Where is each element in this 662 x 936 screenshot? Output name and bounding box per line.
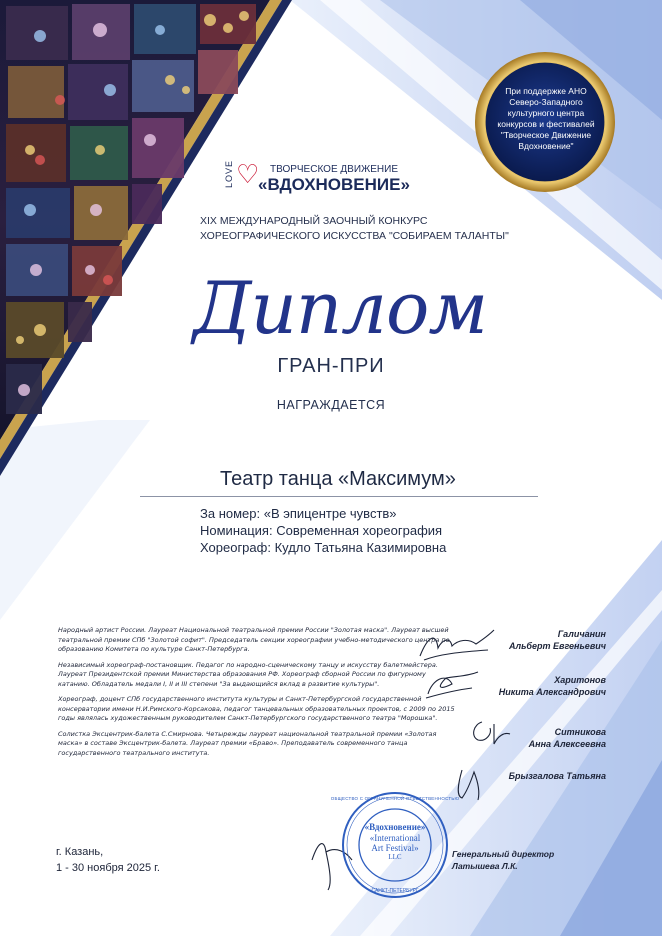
logo-line2: «ВДОХНОВЕНИЕ» <box>258 175 410 194</box>
jury-signature-2 <box>480 674 606 698</box>
stamp-line2: «International <box>369 833 421 843</box>
jury-surname: Харитонов <box>554 675 606 685</box>
logo-line1: ТВОРЧЕСКОЕ ДВИЖЕНИЕ <box>270 164 399 175</box>
jury-bio-4: Солистка Эксцентрик-балета С.Смирнова. Четырежды лауреат национальной театральной премии «Золотая маска» в составе Эксцентрик-балета. Лауреат премии «Браво». Преподаватель современного танца государственного театрального института. <box>58 729 437 757</box>
awarded-label: НАГРАЖДАЕТСЯ <box>276 398 386 412</box>
jury-surname: Брызгалова Татьяна <box>508 771 606 781</box>
jury-signature-1 <box>490 628 606 652</box>
director-name: Латышева Л.К. <box>452 861 518 871</box>
jury-bios <box>58 626 458 758</box>
contest-line1: XIX МЕЖДУНАРОДНЫЙ ЗАОЧНЫЙ КОНКУРС <box>200 215 428 227</box>
jury-bio-2: Независимый хореограф-постановщик. Педагог по народно-сценическому танцу и искусству балетмейстера. Лауреат Президентской премии Министерства образования РФ. Хореограф сборной России по фигурному катанию. Обладатель медали I, II и III степени "За выдающийся вклад в развитие культуры". <box>58 660 438 688</box>
stamp-line3: Art Festival» <box>371 843 419 853</box>
place-and-date <box>56 844 216 876</box>
director-title: Генеральный директор <box>452 849 555 859</box>
stamp-bottom-text: САНКТ-ПЕТЕРБУРГ <box>371 888 419 894</box>
heart-icon: ♡ <box>236 159 260 189</box>
recipient-underline <box>140 496 538 497</box>
jury-bio-1: Народный артист России. Лауреат Национальной театральной премии России "Золотая маска". Лауреат высшей театральной премии СПб "Золотой софит". Председатель секции хореографии учебно-методического центра по образованию Комитета по культуре Санкт-Петербурга. <box>58 626 450 653</box>
jury-given-name: Анна Алексеевна <box>528 739 606 749</box>
stamp-text <box>355 822 435 862</box>
seal-text: При поддержке АНО Северо-Западного культурного центра конкурсов и фестивалей "Творческое Движение Вдохновение" <box>497 86 595 151</box>
award-grand-prix: ГРАН-ПРИ <box>277 355 385 377</box>
contest-line2: ХОРЕОГРАФИЧЕСКОГО ИСКУССТВА "СОБИРАЕМ ТАЛАНТЫ" <box>200 230 509 242</box>
dates: 1 - 30 ноября 2025 г. <box>56 862 160 874</box>
jury-given-name: Никита Александрович <box>498 687 606 697</box>
nomination: Номинация: Современная хореография <box>200 523 443 538</box>
jury-surname: Ситникова <box>554 727 606 737</box>
recipient-name: Театр танца «Максимум» <box>220 468 456 490</box>
stamp-line4: LLC <box>388 853 402 861</box>
jury-signature-4 <box>480 770 606 782</box>
performance-number: За номер: «В эпицентре чувств» <box>200 506 397 521</box>
stamp-line1: «Вдохновение» <box>364 822 426 832</box>
organizer-logo <box>224 160 424 194</box>
jury-bio-3: Хореограф, доцент СПб государственного института культуры и Санкт-Петербургской государственной консерватории имени Н.И.Римского-Корсакова, педагог танцевальных образовательных проектов, с 2009 по 2015 годы являлась художественным руководителем Санкт-Петербургского государственного театра "Морошка". <box>58 695 455 722</box>
choreographer: Хореограф: Кудло Татьяна Казимировна <box>200 540 447 555</box>
jury-signature-3 <box>500 726 606 750</box>
logo-side-text: LOVE <box>224 160 234 189</box>
award-details <box>200 505 560 556</box>
director-signature <box>452 848 592 872</box>
jury-surname: Галичанин <box>557 629 606 639</box>
diploma-title: Диплом <box>192 266 488 350</box>
jury-given-name: Альберт Евгеньевич <box>508 641 606 651</box>
city: г. Казань, <box>56 846 104 858</box>
contest-name <box>200 214 560 244</box>
stamp-outer-text: ОБЩЕСТВО С ОГРАНИЧЕННОЙ ОТВЕТСТВЕННОСТЬЮ <box>330 796 460 801</box>
